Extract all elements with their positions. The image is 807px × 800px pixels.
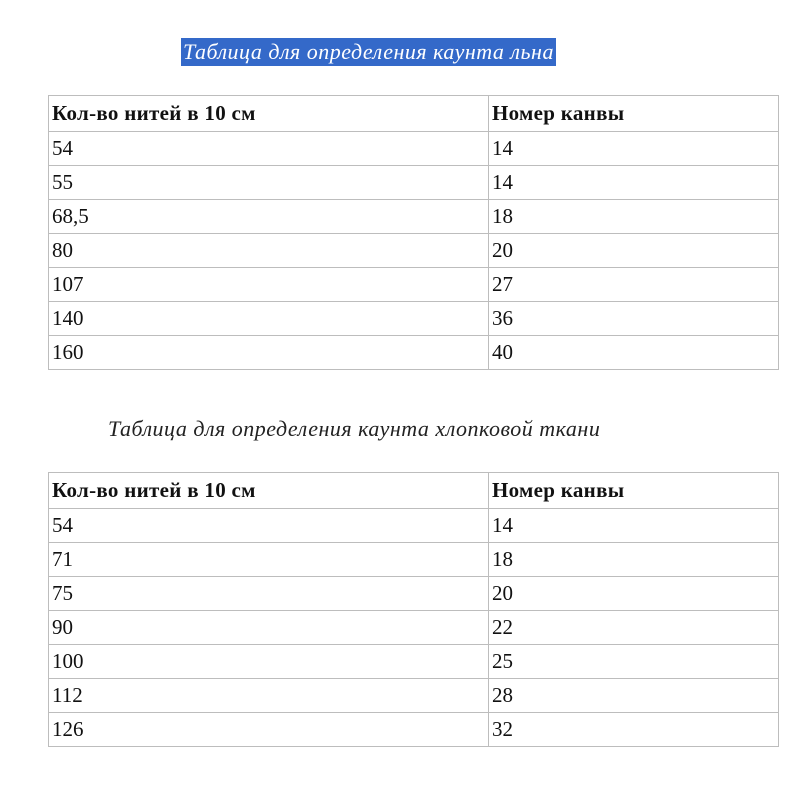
table-header-row	[49, 96, 779, 132]
canvas-number-cell: 20	[489, 234, 779, 268]
canvas-number-cell: 14	[489, 132, 779, 166]
canvas-number-cell: 14	[489, 166, 779, 200]
table-row	[49, 679, 779, 713]
column-header-threads: Кол-во нитей в 10 см	[49, 96, 489, 132]
table-row	[49, 268, 779, 302]
threads-cell: 126	[49, 713, 489, 747]
table-row	[49, 200, 779, 234]
canvas-number-cell: 25	[489, 645, 779, 679]
cotton-count-table	[48, 472, 779, 747]
table-row	[49, 713, 779, 747]
canvas-number-cell: 28	[489, 679, 779, 713]
canvas-number-cell: 18	[489, 543, 779, 577]
threads-cell: 100	[49, 645, 489, 679]
threads-cell: 107	[49, 268, 489, 302]
threads-cell: 75	[49, 577, 489, 611]
canvas-number-cell: 36	[489, 302, 779, 336]
table-row	[49, 234, 779, 268]
canvas-number-cell: 40	[489, 336, 779, 370]
table-header-row	[49, 473, 779, 509]
canvas-number-cell: 22	[489, 611, 779, 645]
threads-cell: 71	[49, 543, 489, 577]
table-row	[49, 577, 779, 611]
threads-cell: 90	[49, 611, 489, 645]
canvas-number-cell: 20	[489, 577, 779, 611]
table-row	[49, 611, 779, 645]
canvas-number-cell: 18	[489, 200, 779, 234]
threads-cell: 54	[49, 132, 489, 166]
threads-cell: 160	[49, 336, 489, 370]
threads-cell: 68,5	[49, 200, 489, 234]
threads-cell: 112	[49, 679, 489, 713]
threads-cell: 80	[49, 234, 489, 268]
table-row	[49, 336, 779, 370]
table-row	[49, 509, 779, 543]
threads-cell: 54	[49, 509, 489, 543]
column-header-canvas-number: Номер канвы	[489, 473, 779, 509]
linen-count-table	[48, 95, 779, 370]
column-header-canvas-number: Номер канвы	[489, 96, 779, 132]
table-row	[49, 132, 779, 166]
column-header-threads: Кол-во нитей в 10 см	[49, 473, 489, 509]
threads-cell: 55	[49, 166, 489, 200]
threads-cell: 140	[49, 302, 489, 336]
canvas-number-cell: 32	[489, 713, 779, 747]
canvas-number-cell: 14	[489, 509, 779, 543]
table-row	[49, 543, 779, 577]
table-row	[49, 302, 779, 336]
table-row	[49, 166, 779, 200]
table-row	[49, 645, 779, 679]
cotton-table-title: Таблица для определения каунта хлопковой ткани	[108, 416, 601, 441]
linen-table-title: Таблица для определения каунта льна	[183, 39, 554, 64]
canvas-number-cell: 27	[489, 268, 779, 302]
